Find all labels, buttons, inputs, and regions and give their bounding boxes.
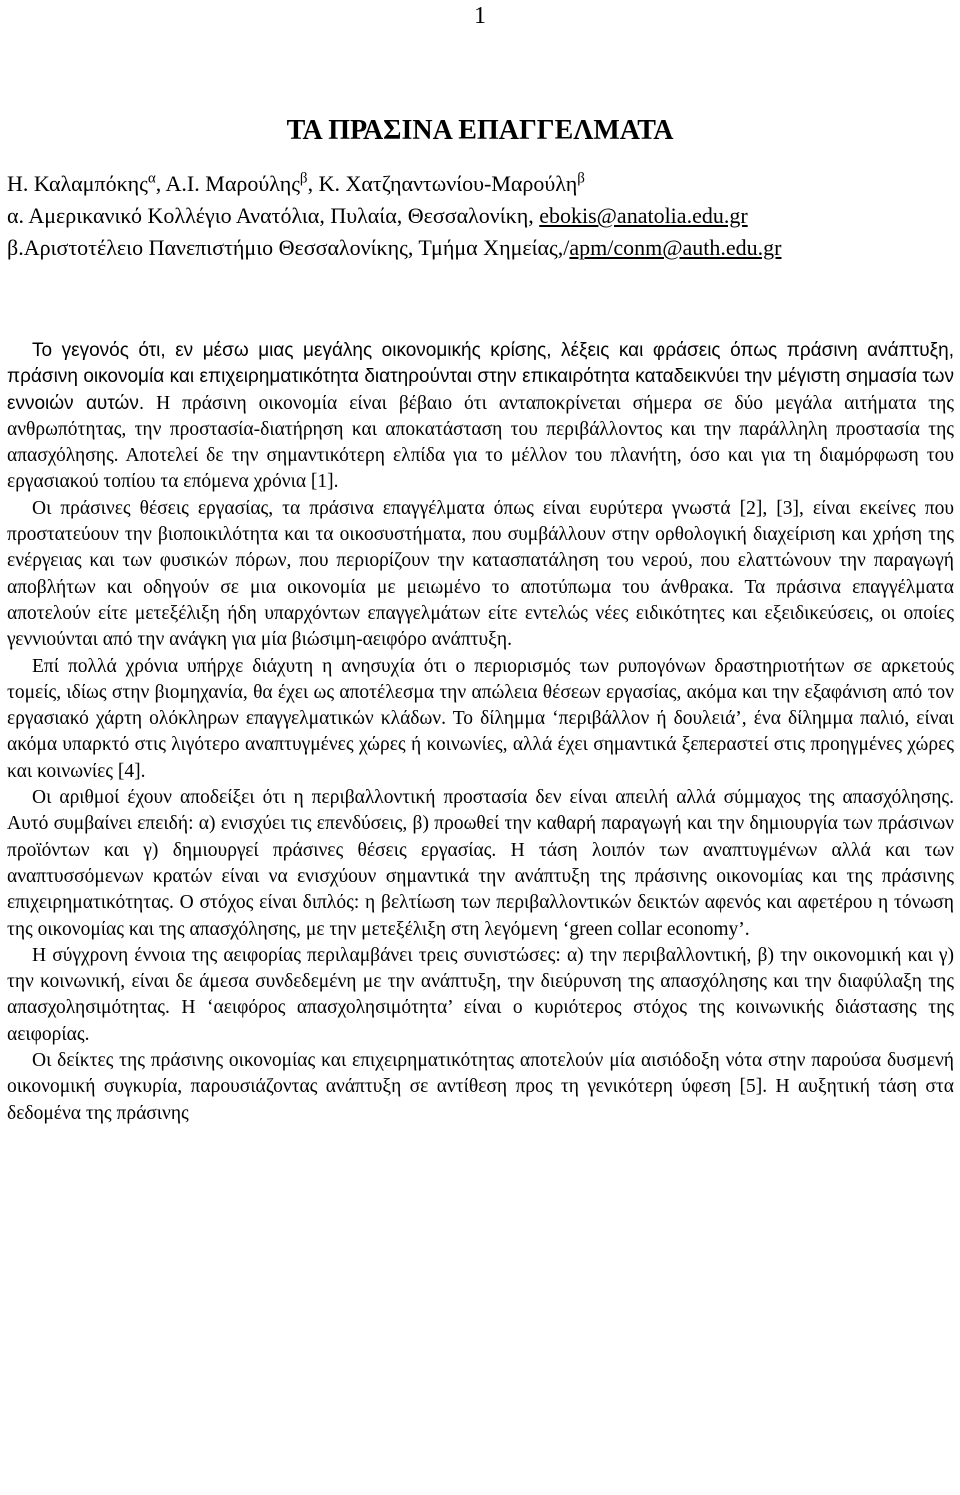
author-line (7, 168, 957, 200)
author-2-affiliation-mark: β (299, 170, 308, 187)
paragraph-continuation: Η πράσινη οικονομία είναι βέβαιο ότι ανταποκρίνεται σήμερα σε δύο μεγάλα αιτήματα της ανθρωπότητας, την προστασία-διατήρηση και αποκατάσταση του περιβάλλοντος και την παράλληλη προστασία της απασχόλησης. Αποτελεί δε την σημαντικότερη ελπίδα για το μέλλον του πλανήτη, όσο και για τη διαμόρφωση του εργασιακού τοπίου τα επόμενα χρόνια [1]. (7, 392, 954, 493)
author-3-affiliation-mark: β (577, 170, 585, 187)
affiliation-alpha-text: α. Αμερικανικό Κολλέγιο Ανατόλια, Πυλαία, Θεσσαλονίκη, (7, 203, 540, 228)
author-2: Α.Ι. Μαρούλης (165, 171, 300, 196)
author-3: Κ. Χατζηαντωνίου-Μαρούλη (318, 171, 578, 196)
affiliation-beta-email-link[interactable]: apm/conm@auth.edu.gr (569, 235, 782, 260)
paragraph-lead-sentence: Το γεγονός ότι, εν μέσω μιας μεγάλης οικονομικής κρίσης, λέξεις και φράσεις όπως πράσινη ανάπτυξη, πράσινη οικονομία και επιχειρηματικότητα διατηρούνται στην επικαιρότητα καταδεικνύει την μέγιστη σημασία των εννοιών αυτών. (7, 340, 954, 414)
paragraph: Οι δείκτες της πράσινης οικονομίας και επιχειρηματικότητας αποτελούν μία αισιόδοξη νότα στην παρούσα δυσμενή οικονομική συγκυρία, παρουσιάζοντας ανάπτυξη σε αντίθεση προς τη γενικότερη ύφεση [5]. Η αυξητική τάση στα δεδομένα της πράσινης (7, 1050, 954, 1124)
paragraph: Οι αριθμοί έχουν αποδείξει ότι η περιβαλλοντική προστασία δεν είναι απειλή αλλά σύμμαχος της απασχόλησης. Αυτό συμβαίνει επειδή: α) ενισχύει τις επενδύσεις, β) προωθεί την καθαρή παραγωγή και την δημιουργία των πράσινων προϊόντων και γ) δημιουργεί πράσινες θέσεις εργασίας. Η τάση λοιπόν των αναπτυγμένων αλλά και των αναπτυσσόμενων κρατών είναι να ενισχύουν σημαντικά την ανάπτυξη της πράσινης οικονομίας και της πράσινης επιχειρηματικότητας. Ο στόχος είναι διπλός: η βελτίωση των περιβαλλοντικών δεικτών αφενός και αφετέρου η τόνωση της οικονομίας και της απασχόλησης, με την μετεξέλιξη στη λεγόμενη ‘green collar economy’. (7, 787, 954, 940)
paragraph: Η σύγχρονη έννοια της αειφορίας περιλαμβάνει τρεις συνιστώσες: α) την περιβαλλοντική, β) την οικονομική και γ) την κοινωνική, είναι δε άμεσα συνδεδεμένη με την ανάπτυξη, την διεύρυνση της απασχόλησης και την διαφύλαξη της απασχολησιμότητας. Η ‘αειφόρος απασχολησιμότητα’ είναι ο κυριότερος στόχος της κοινωνικής διάστασης της αειφορίας. (7, 944, 954, 1045)
paragraph: Οι πράσινες θέσεις εργασίας, τα πράσινα επαγγέλματα όπως είναι ευρύτερα γνωστά [2], [3], είναι εκείνες που προστατεύουν την βιοποικιλότητα και τα οικοσυστήματα, που συμβάλλουν στην ορθολογική διαχείριση και χρήση της ενέργειας και των φυσικών πόρων, που περιορίζουν την κατασπατάληση του νερού, που ελαττώνουν την παραγωγή αποβλήτων και οδηγούν σε μια οικονομία με μειωμένο το αποτύπωμα του άνθρακα. Τα πράσινα επαγγέλματα αποτελούν είτε μετεξέλιξη ήδη υπαρχόντων επαγγελμάτων είτε εντελώς νέες ειδικότητες και εξειδικεύσεις, οι οποίες γεννιούνται από την ανάγκη για μία βιώσιμη-αειφόρο ανάπτυξη. (7, 497, 954, 651)
paragraph (7, 338, 954, 496)
author-block (7, 168, 957, 264)
affiliation-beta (7, 232, 957, 264)
author-separator: , (307, 171, 319, 196)
author-1: Η. Καλαμπόκης (7, 171, 148, 196)
author-1-affiliation-mark: α (147, 170, 156, 187)
paper-title: ΤΑ ΠΡΑΣΙΝΑ ΕΠΑΓΓΕΛΜΑΤΑ (286, 115, 674, 146)
paragraph: Επί πολλά χρόνια υπήρχε διάχυτη η ανησυχία ότι ο περιορισμός των ρυπογόνων δραστηριοτήτων σε αρκετούς τομείς, ιδίως στην βιομηχανία, θα έχει ως αποτέλεσμα την απώλεια θέσεων εργασίας, ακόμα και την εξαφάνιση από τον εργασιακό χάρτη ολόκληρων επαγγελματικών κλάδων. Το δίλημμα ‘περιβάλλον ή δουλειά’, ένα δίλημμα παλιό, είναι ακόμα υπαρκτό στις λιγότερο αναπτυγμένες χώρες ή κοινωνίες, αλλά έχει σημαντικά ξεπεραστεί στις προηγμένες χώρες και κοινωνίες [4]. (7, 655, 954, 782)
affiliation-alpha (7, 200, 957, 232)
body-text (7, 338, 954, 1127)
affiliation-beta-text: β.Αριστοτέλειο Πανεπιστήμιο Θεσσαλονίκης, Τμήμα Χημείας,/ (7, 235, 570, 260)
author-separator: , (155, 171, 166, 196)
affiliation-alpha-email-link[interactable]: ebokis@anatolia.edu.gr (539, 203, 748, 228)
page-number: 1 (474, 3, 486, 29)
